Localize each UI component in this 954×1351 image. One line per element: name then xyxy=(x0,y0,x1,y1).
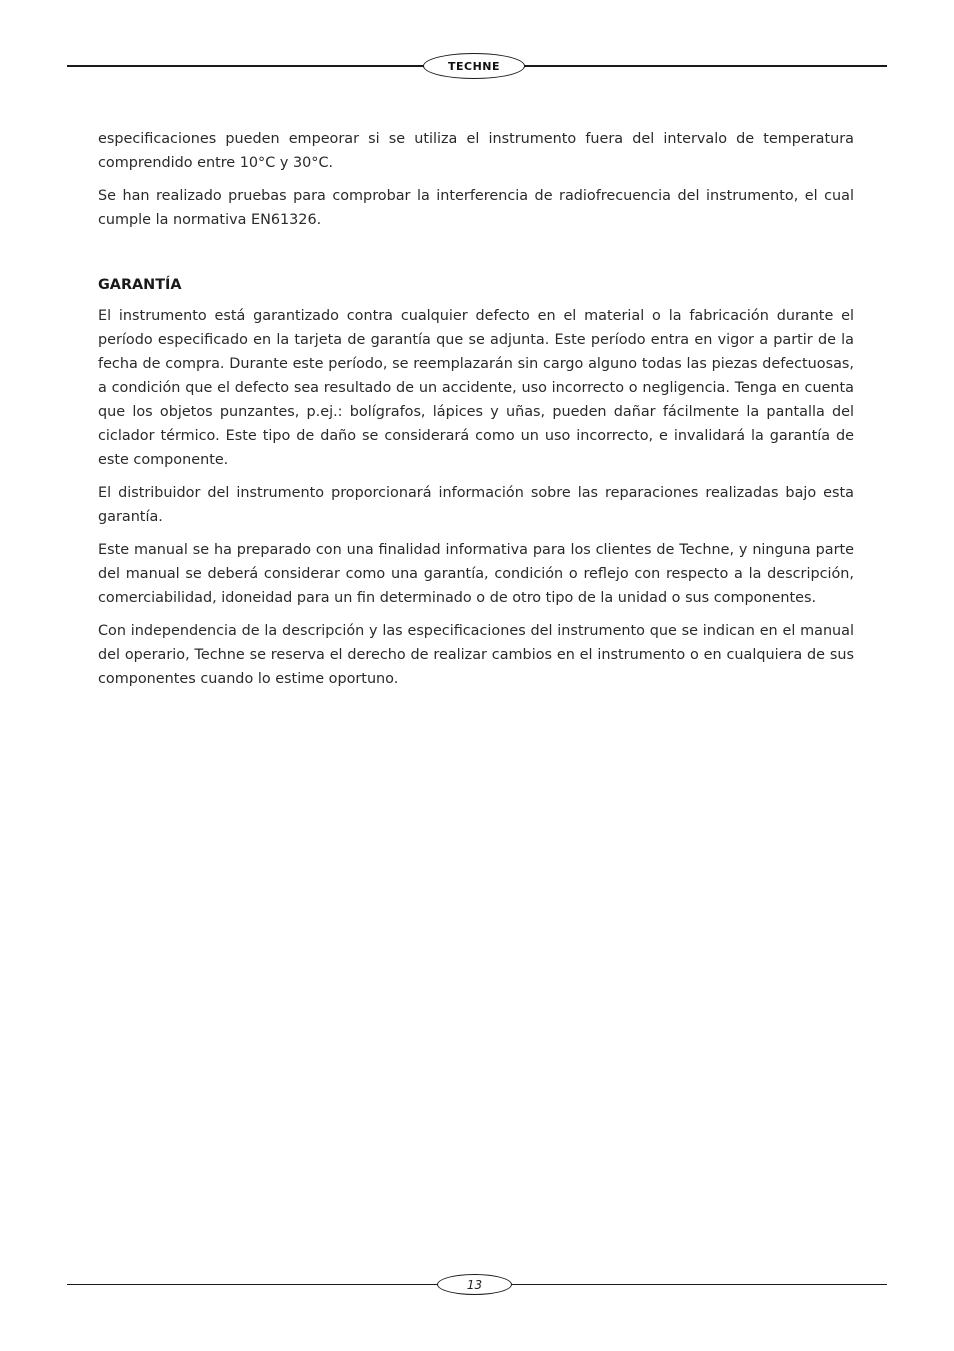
section-heading-warranty: GARANTÍA xyxy=(98,277,182,293)
paragraph: El distribuidor del instrumento proporcionará información sobre las reparaciones realizadas bajo esta garantía. xyxy=(98,485,854,525)
paragraph: Con independencia de la descripción y las especificaciones del instrumento que se indican en el manual del operario, Techne se reserva el derecho de realizar cambios en el instrumento o en cualquiera de sus componentes cuando lo estime oportuno. xyxy=(98,623,854,687)
paragraph: Se han realizado pruebas para comprobar la interferencia de radiofrecuencia del instrumento, el cual cumple la normativa EN61326. xyxy=(98,188,854,228)
logo-text: TECHNE xyxy=(447,59,501,73)
paragraph: Este manual se ha preparado con una finalidad informativa para los clientes de Techne, y ninguna parte del manual se deberá considerar como una garantía, condición o reflejo con respecto a la descripción, comerciabilidad, idoneidad para un fin determinado o de otro tipo de la unidad o sus componentes. xyxy=(98,542,854,606)
page-content xyxy=(98,127,854,700)
paragraph: especificaciones pueden empeorar si se utiliza el instrumento fuera del intervalo de temperatura comprendido entre 10°C y 30°C. xyxy=(98,131,854,171)
techne-logo xyxy=(423,53,525,79)
paragraph: El instrumento está garantizado contra cualquier defecto en el material o la fabricación durante el período especificado en la tarjeta de garantía que se adjunta. Este período entra en vigor a partir de la fecha de compra. Durante este período, se reemplazarán sin cargo alguno todas las piezas defectuosas, a condición que el defecto sea resultado de un accidente, uso incorrecto o negligencia. Tenga en cuenta que los objetos punzantes, p.ej.: bolígrafos, lápices y uñas, pueden dañar fácilmente la pantalla del ciclador térmico. Este tipo de daño se considerará como un uso incorrecto, e invalidará la garantía de este componente. xyxy=(98,308,854,468)
page-number: 13 xyxy=(437,1274,512,1295)
